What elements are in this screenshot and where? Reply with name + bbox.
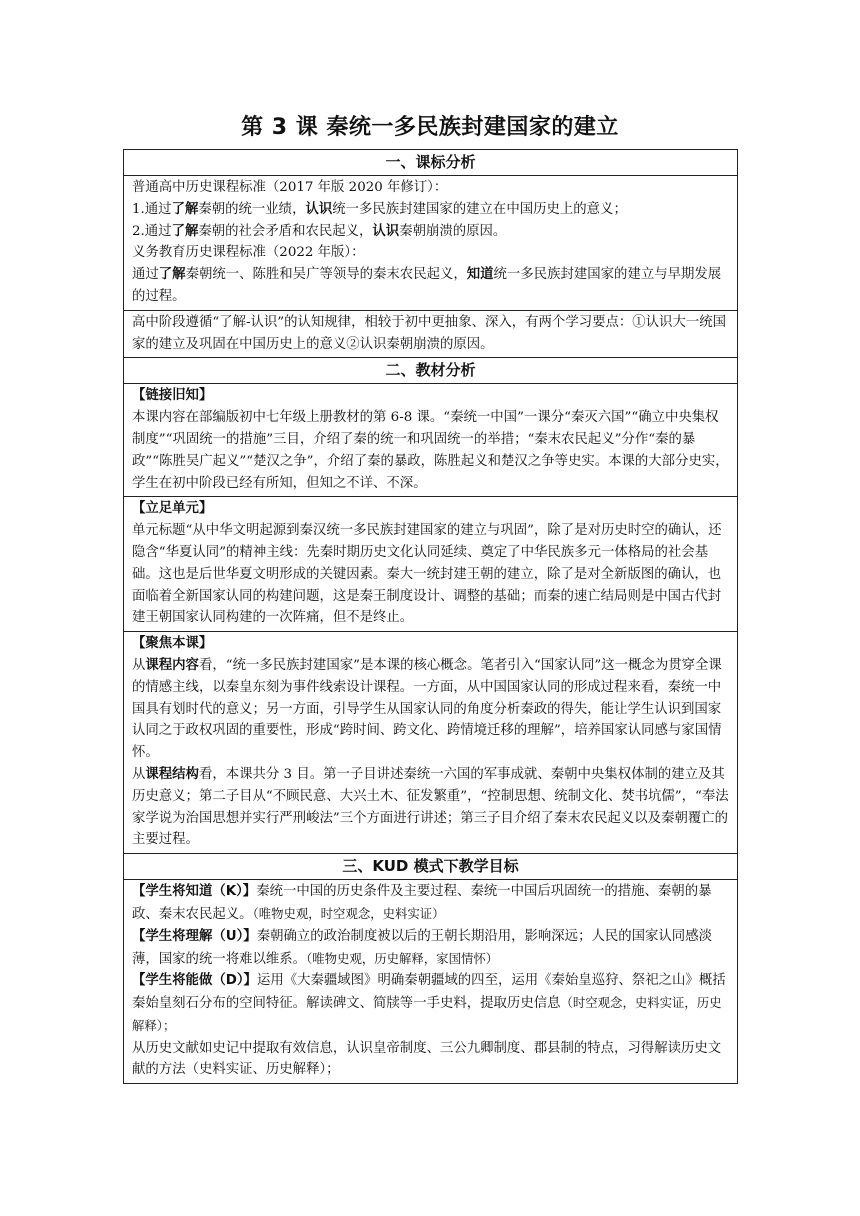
material-focus-structure: 从课程结构看，本课共分 3 目。第一子目讲述秦统一六国的军事成就、秦朝中央集权体制的建立及其历史意义；第二子目从“不顾民意、大兴土木、征发繁重”，“控制思想、统制文化、焚书坑儒”，“奉法家学说为治国思想并实行严刑峻法”三个方面进行讲述；第三子目介绍了秦末农民起义以及秦朝覆亡的主要过程。 bbox=[132, 765, 729, 848]
material-link-text: 本课内容在部编版初中七年级上册教材的第 6-8 课。“秦统一中国”一课分“秦灭六国”“确立中央集权制度”“巩固统一的措施”三目，介绍了秦的统一和巩固统一的举措；“秦末农民起义”分作“秦的暴政”“陈胜吴广起义”“楚汉之争”，介绍了秦的暴政，陈胜起义和楚汉之争等史实。本课的大部分史实，学生在初中阶段已经有所知，但知之不详、不深。 bbox=[132, 410, 729, 491]
standard-summary-row bbox=[124, 310, 738, 358]
goal-do: 【学生将能做（D）】运用《大秦疆域图》明确秦朝疆域的四至，运用《秦始皇巡狩、祭祀之山》概括秦始皇刻石分布的空间特征。解读碑文、简牍等一手史料，提取历史信息（时空观念，史料实证，历史解释）； bbox=[132, 973, 726, 1033]
hs-standard-item-2: 2.通过了解秦朝的社会矛盾和农民起义，认识秦朝崩溃的原因。 bbox=[132, 222, 507, 239]
section-heading-curriculum: 一、课标分析 bbox=[124, 150, 738, 176]
goal-know: 【学生将知道（K）】秦统一中国的历史条件及主要过程、秦统一中国后巩固统一的措施、秦朝的暴政、秦末农民起义。（唯物史观，时空观念，史料实证） bbox=[132, 884, 712, 922]
section-heading-material: 二、教材分析 bbox=[124, 358, 738, 384]
material-unit-text: 单元标题“从中华文明起源到秦汉统一多民族封建国家的建立与巩固”，除了是对历史时空的确认，还隐含“华夏认同”的精神主线：先秦时期历史文化认同延续、奠定了中华民族多元一体格局的社会基础。这也是后世华夏文明形成的关键因素。秦大一统封建王朝的建立，除了是对全新版图的确认，也面临着全新国家认同的构建问题，这是秦王制度设计、调整的基础；而秦的速亡结局则是中国古代封建王朝国家认同构建的一次阵痛，但不是终止。 bbox=[132, 523, 722, 626]
goal-understand: 【学生将理解（U）】秦朝确立的政治制度被以后的王朝长期沿用，影响深远；人民的国家认同感淡薄，国家的统一将难以维系。（唯物史观，历史解释，家国情怀） bbox=[132, 928, 712, 967]
material-unit-label: 【立足单元】 bbox=[132, 501, 213, 517]
material-link-cell bbox=[124, 384, 738, 497]
curriculum-standard-row bbox=[124, 176, 738, 311]
lesson-plan-table bbox=[123, 149, 738, 1084]
ms-standard-title: 义务教育历史课程标准（2022 年版）： bbox=[132, 245, 365, 261]
material-focus-content: 从课程内容看，“统一多民族封建国家”是本课的核心概念。笔者引入“国家认同”这一概念为贯穿全课的情感主线，以秦皇东刻为事件线索设计课程。一方面，从中国国家认同的形成过程来看，秦统一中国具有划时代的意义；另一方面，引导学生从国家认同的角度分析秦政的得失，能让学生认识到国家认同之于政权巩固的重要性，形成“跨时间、跨文化、跨情境迁移的理解”，培养国家认同感与家国情怀。 bbox=[132, 656, 722, 761]
goal-do-2: 从历史文献如史记中提取有效信息，认识皇帝制度、三公九卿制度、郡县制的特点，习得解读历史文献的方法（史料实证、历史解释）； bbox=[132, 1040, 722, 1078]
material-focus-cell bbox=[124, 632, 738, 854]
hs-standard-item-1: 1.通过了解秦朝的统一业绩，认识统一多民族封建国家的建立在中国历史上的意义； bbox=[132, 200, 627, 217]
goals-row bbox=[124, 880, 738, 1084]
material-focus-row bbox=[124, 632, 738, 854]
hs-standard-title: 普通高中历史课程标准（2017 年版 2020 年修订）： bbox=[132, 180, 448, 195]
material-link-label: 【链接旧知】 bbox=[132, 388, 213, 404]
section-heading-goals: 三、KUD 模式下教学目标 bbox=[124, 854, 738, 880]
standard-summary-cell: 高中阶段遵循“了解-认识”的认知规律，相较于初中更抽象、深入，有两个学习要点：①认识大一统国家的建立及巩固在中国历史上的意义②认识秦朝崩溃的原因。 bbox=[124, 310, 738, 358]
material-unit-row bbox=[124, 497, 738, 632]
section-header-row bbox=[124, 358, 738, 384]
ms-standard-item: 通过了解秦朝统一、陈胜和吴广等领导的秦末农民起义，知道统一多民族封建国家的建立与早期发展的过程。 bbox=[132, 266, 722, 304]
material-focus-label: 【聚焦本课】 bbox=[132, 636, 213, 652]
material-link-row bbox=[124, 384, 738, 497]
curriculum-standard-cell bbox=[124, 176, 738, 311]
section-header-row bbox=[124, 854, 738, 880]
section-header-row bbox=[124, 150, 738, 176]
goals-cell bbox=[124, 880, 738, 1084]
page-title: 第 3 课 秦统一多民族封建国家的建立 bbox=[241, 115, 619, 140]
material-unit-cell bbox=[124, 497, 738, 632]
